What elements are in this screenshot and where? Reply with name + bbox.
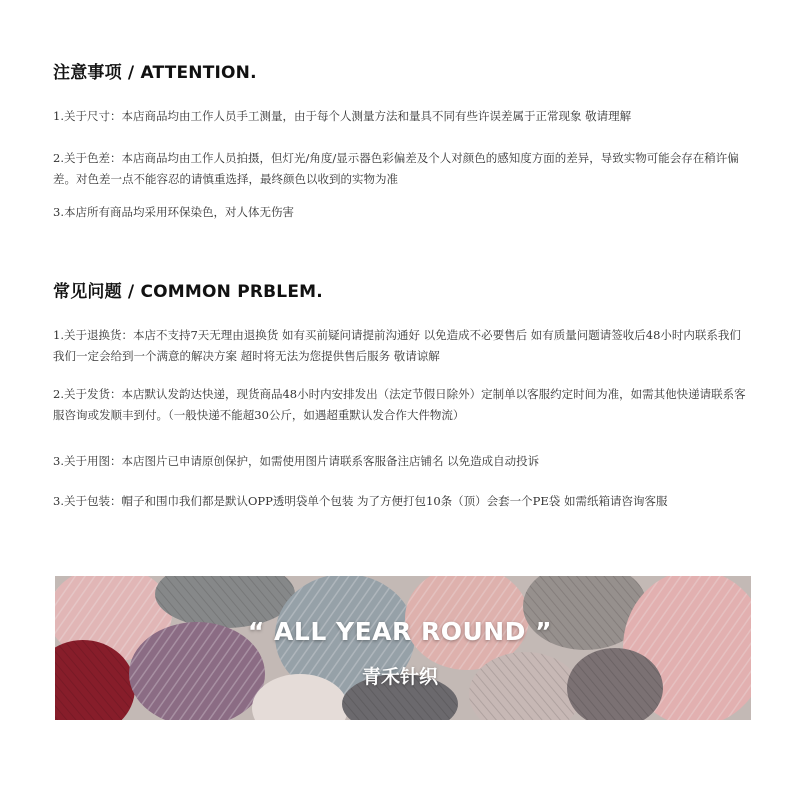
attention-item-color [53,148,753,190]
item-number: 3. [53,494,64,508]
item-number: 1. [53,109,64,123]
common-item-shipping [53,384,753,426]
item-number: 1. [53,328,64,342]
banner-brand-name: 青禾针织 [361,666,438,688]
item-number: 3. [53,454,64,468]
item-text: 关于尺寸：本店商品均由工作人员手工测量，由于每个人测量方法和量具不同有些许误差属于正常现象 敬请理解 [63,109,632,123]
attention-item-dye [53,202,753,223]
yarn-balls-illustration [55,576,751,720]
item-text: 关于用图：本店图片已申请原创保护，如需使用图片请联系客服备注店铺名 以免造成自动投诉 [63,454,540,468]
yarn-banner-image [55,576,751,720]
common-item-returns [53,325,753,367]
attention-item-size [53,106,753,127]
item-number: 2. [53,151,64,165]
attention-heading: 注意事项 / ATTENTION. [53,63,257,83]
common-item-images [53,451,753,472]
common-problem-heading: 常见问题 / COMMON PRBLEM. [53,282,323,302]
item-text: 关于包装：帽子和围巾我们都是默认OPP透明袋单个包装 为了方便打包10条（顶）会套一个PE袋 如需纸箱请咨询客服 [63,494,668,508]
item-text: 关于发货：本店默认发韵达快递，现货商品48小时内安排发出（法定节假日除外）定制单以客服约定时间为准，如需其他快递请联系客服咨询或发顺丰到付。（一般快递不能超30公斤，如遇超重默认发合作大件物流） [53,387,746,422]
item-text: 关于退换货：本店不支持7天无理由退换货 如有买前疑问请提前沟通好 以免造成不必要售后 如有质量问题请签收后48小时内联系我们 我们一定会给到一个满意的解决方案 超时将无法为您提供售后服务 敬请谅解 [53,328,741,363]
common-item-packaging [53,491,753,512]
item-number: 2. [53,387,64,401]
banner-title-english: “ ALL YEAR ROUND ” [247,617,553,646]
item-text: 关于色差：本店商品均由工作人员拍摄，但灯光/角度/显示器色彩偏差及个人对颜色的感知度方面的差异，导致实物可能会存在稍许偏差。对色差一点不能容忍的请慎重选择，最终颜色以收到的实物为准 [53,151,739,186]
item-number: 3. [53,205,64,219]
item-text: 本店所有商品均采用环保染色，对人体无伤害 [63,205,294,219]
